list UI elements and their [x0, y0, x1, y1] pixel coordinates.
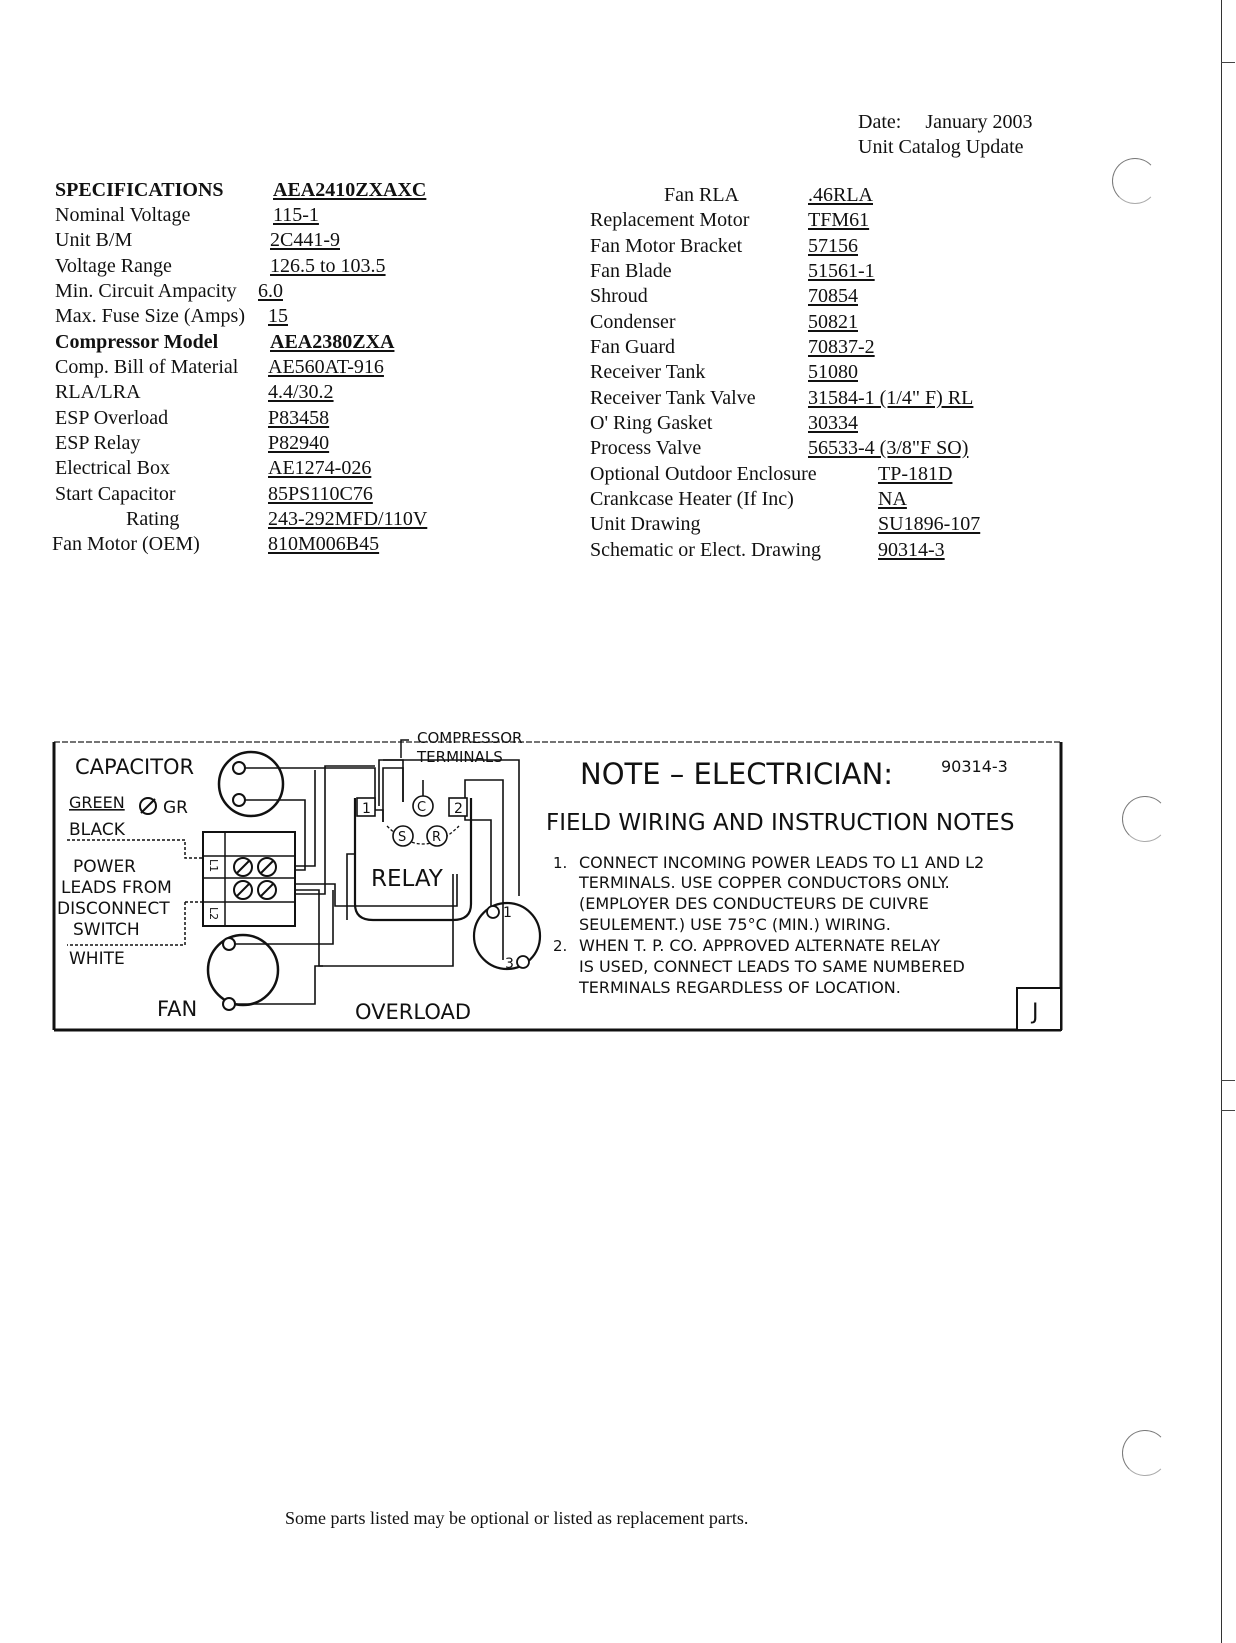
spec-value: 51561-1: [808, 260, 875, 282]
spec-label: RLA/LRA: [55, 381, 141, 403]
spec-value: TFM61: [808, 209, 870, 231]
edge-tick: [1221, 1110, 1235, 1111]
overload-label: OVERLOAD: [355, 1000, 472, 1024]
gr-label: GR: [163, 798, 188, 818]
spec-label: Fan RLA: [664, 184, 739, 206]
fan-terminal: [223, 938, 235, 950]
capacitor-terminal: [233, 762, 245, 774]
compressor-bracket: [401, 740, 409, 758]
ground-screw-slash: [141, 799, 155, 813]
spec-label: Replacement Motor: [590, 209, 750, 231]
spec-value: NA: [878, 488, 907, 510]
green-label: GREEN: [69, 793, 125, 812]
note-1-line-3: (EMPLOYER DES CONDUCTEURS DE CUIVRE: [579, 894, 929, 913]
note-2-line-2: IS USED, CONNECT LEADS TO SAME NUMBERED: [579, 957, 965, 976]
spec-label: Nominal Voltage: [55, 204, 191, 226]
spec-label: ESP Overload: [55, 407, 169, 429]
wire: [465, 802, 491, 908]
spec-label: Shroud: [590, 285, 648, 307]
terminal-r-label: R: [432, 830, 442, 845]
spec-value: 6.0: [258, 280, 283, 302]
fan-terminal: [223, 998, 235, 1010]
white-label: WHITE: [69, 949, 125, 969]
spec-value: 50821: [808, 311, 858, 333]
spec-label: Unit B/M: [55, 229, 133, 251]
note-title: NOTE – ELECTRICIAN:: [580, 757, 894, 791]
fan-motor-circle: [208, 935, 278, 1005]
spec-label: Crankcase Heater (If Inc): [590, 488, 794, 510]
document-subtitle: Unit Catalog Update: [858, 136, 1024, 158]
note-2-line-1: WHEN T. P. CO. APPROVED ALTERNATE RELAY: [579, 936, 941, 955]
spec-label: Fan Guard: [590, 336, 675, 358]
spec-label: Comp. Bill of Material: [55, 356, 239, 378]
spec-value: AE1274-026: [268, 457, 372, 479]
wire: [295, 766, 375, 894]
screw-slot: [261, 884, 273, 896]
spec-label: Electrical Box: [55, 457, 170, 479]
spec-value: 85PS110C76: [268, 483, 373, 505]
spec-value: .46RLA: [808, 184, 873, 206]
spec-label: Fan Motor (OEM): [52, 533, 200, 555]
spec-value: P83458: [268, 407, 330, 429]
spec-label: Schematic or Elect. Drawing: [590, 539, 822, 561]
page-edge-line: [1221, 0, 1222, 1643]
footer-note: Some parts listed may be optional or listed as replacement parts.: [285, 1508, 749, 1528]
overload-terminal: [487, 906, 499, 918]
spec-label: Unit Drawing: [590, 513, 701, 535]
spec-value: AEA2410ZXAXC: [273, 179, 427, 201]
capacitor-terminal: [233, 794, 245, 806]
spec-value: 15: [268, 305, 288, 327]
edge-tick: [1221, 1080, 1235, 1081]
spec-value: 90314-3: [878, 539, 945, 561]
spec-label: Fan Motor Bracket: [590, 235, 743, 257]
power-label-4: SWITCH: [73, 920, 140, 940]
power-label-3: DISCONNECT: [57, 899, 170, 919]
spec-value: 243-292MFD/110V: [268, 508, 428, 530]
spec-label: SPECIFICATIONS: [55, 179, 224, 201]
screw-slot: [237, 861, 249, 873]
spec-value: AEA2380ZXA: [270, 331, 395, 353]
spec-label: Process Valve: [590, 437, 702, 459]
spec-label: O' Ring Gasket: [590, 412, 713, 434]
fan-label: FAN: [157, 997, 198, 1021]
wire: [347, 854, 355, 920]
spec-value: 126.5 to 103.5: [270, 255, 386, 277]
spec-value: 57156: [808, 235, 858, 257]
capacitor-label: CAPACITOR: [75, 755, 195, 779]
screw-slot: [261, 861, 273, 873]
screw-slot: [237, 884, 249, 896]
spec-value: 51080: [808, 361, 858, 383]
spec-value: P82940: [268, 432, 330, 454]
l2-label: L2: [207, 907, 220, 921]
spec-label: Start Capacitor: [55, 483, 176, 505]
spec-value: 2C441-9: [270, 229, 340, 251]
note-2-line-3: TERMINALS REGARDLESS OF LOCATION.: [579, 978, 901, 997]
spec-label: ESP Relay: [55, 432, 141, 454]
spec-value: 4.4/30.2: [268, 381, 334, 403]
wiring-diagram-svg: [53, 729, 1063, 1034]
note-1-line-4: SEULEMENT.) USE 75°C (MIN.) WIRING.: [579, 915, 891, 934]
wiring-diagram: [53, 729, 1063, 1034]
wire: [295, 890, 323, 966]
overload-terminal: [517, 956, 529, 968]
punch-hole: [1122, 1430, 1168, 1476]
date-value: January 2003: [925, 111, 1033, 133]
punch-hole: [1112, 158, 1158, 204]
field-notes-title: FIELD WIRING AND INSTRUCTION NOTES: [546, 810, 1015, 836]
punch-hole: [1122, 796, 1168, 842]
note-1-line-2: TERMINALS. USE COPPER CONDUCTORS ONLY.: [579, 873, 950, 892]
note-1-line-1: CONNECT INCOMING POWER LEADS TO L1 AND L2: [579, 853, 985, 872]
overload-terminal-1-label: 1: [503, 905, 512, 921]
wire: [383, 760, 403, 802]
spec-label: Optional Outdoor Enclosure: [590, 463, 817, 485]
compressor-label-1: COMPRESSOR: [417, 729, 523, 747]
spec-value: SU1896-107: [878, 513, 981, 535]
spec-label: Rating: [126, 508, 180, 530]
spec-label: Max. Fuse Size (Amps): [55, 305, 245, 327]
wire: [235, 874, 453, 1004]
spec-label: Condenser: [590, 311, 676, 333]
relay-terminal-1-label: 1: [362, 801, 371, 817]
spec-label: Receiver Tank: [590, 361, 706, 383]
document-header: [858, 110, 1033, 160]
spec-value: 70837-2: [808, 336, 875, 358]
note-1-number: 1.: [553, 854, 568, 872]
spec-value: 31584-1 (1/4" F) RL: [808, 387, 974, 409]
power-label-2: LEADS FROM: [61, 878, 172, 898]
spec-value: 30334: [808, 412, 858, 434]
corner-box: [1017, 988, 1061, 1030]
spec-value: AE560AT-916: [268, 356, 384, 378]
spec-label: Voltage Range: [55, 255, 172, 277]
compressor-label-2: TERMINALS: [417, 748, 503, 766]
spec-value: 70854: [808, 285, 858, 307]
wire: [383, 768, 403, 822]
terminal-c-label: C: [417, 800, 427, 815]
note-2-number: 2.: [553, 937, 568, 955]
capacitor-circle: [219, 752, 283, 816]
overload-terminal-3-label: 3: [505, 956, 514, 972]
edge-tick: [1221, 62, 1235, 63]
spec-value: 810M006B45: [268, 533, 380, 555]
spec-value: TP-181D: [878, 463, 953, 485]
black-label: BLACK: [69, 820, 125, 840]
relay-label: RELAY: [371, 866, 443, 892]
corner-letter: J: [1032, 1000, 1039, 1025]
spec-label: Fan Blade: [590, 260, 672, 282]
terminal-s-label: S: [398, 830, 407, 845]
spec-label: Receiver Tank Valve: [590, 387, 756, 409]
spec-value: 115-1: [273, 204, 319, 226]
note-code: 90314-3: [941, 757, 1008, 776]
spec-label: Compressor Model: [55, 331, 219, 353]
black-lead-wire: [67, 840, 203, 858]
relay-terminal-2-label: 2: [454, 801, 463, 817]
spec-label: Min. Circuit Ampacity: [55, 280, 237, 302]
spec-value: 56533-4 (3/8"F SO): [808, 437, 969, 459]
l1-label: L1: [207, 859, 220, 873]
power-label-1: POWER: [73, 857, 136, 877]
date-label: Date:: [858, 111, 902, 133]
